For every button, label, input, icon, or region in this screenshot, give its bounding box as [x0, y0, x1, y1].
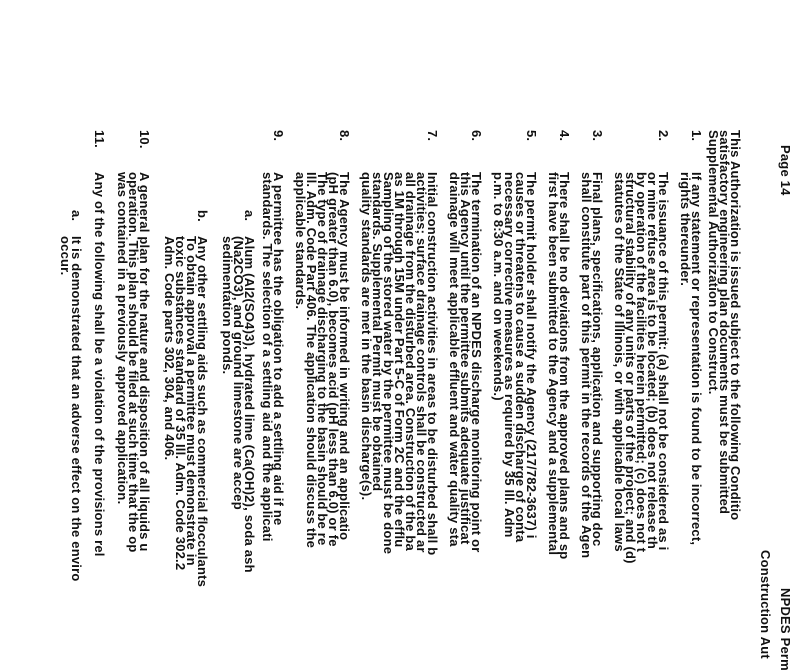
item-number: 2. [656, 130, 671, 142]
item-number: 4. [557, 130, 572, 142]
item-line: Final plans, specifications, application and supporting doc [590, 172, 605, 547]
item-number: 6. [469, 130, 484, 142]
subitem-line: Adm. Code parts 302, 304, and 406. [162, 236, 177, 461]
item-line: standards. The selection of a settling aid and the applicati [260, 172, 275, 542]
item-line: applicable standards. [293, 172, 308, 310]
intro-line: satisfactory engineering plan documents must be submitted [717, 130, 732, 515]
subitem-line: Any other settling aids such as commercial flocculants [195, 236, 210, 588]
item-line: (pH greater than 6.0), becomes acid (pH less than 6.0) or fe [326, 172, 341, 547]
subitem-line: It is demonstrated that an adverse effect on the enviro [69, 236, 84, 582]
item-line: operation. This plan should be filed at such time that the op [126, 172, 141, 553]
item-line: p.m. to 8:30 a.m. and on weekends.) [491, 172, 506, 401]
intro-line: Supplemental Authorization to Construct. [706, 130, 721, 395]
item-line: If any statement or representation is found to be incorrect, [689, 172, 704, 546]
permit-heading: NPDES Perm [778, 588, 793, 671]
item-number: 3. [590, 130, 605, 142]
item-line: necessary corrective measures as required by 35 Ill. Adm [502, 172, 517, 538]
item-line: as 1M through 15M under Part 5-C of Form 2C and the efflu [392, 172, 407, 548]
item-line: The termination of an NPDES discharge monitoring point or [469, 172, 484, 553]
item-line: by operation of the facilities herein permitted; (c) does not t [634, 172, 649, 553]
item-number: 9. [271, 130, 286, 142]
subitem-line: Alum (Al2(SO4)3), hydrated lime (Ca(OH)2), soda ash [242, 236, 257, 573]
item-number: 11. [92, 130, 107, 148]
item-line: There shall be no deviations from the approved plans and sp [557, 172, 572, 560]
item-line: The type of drainage discharging to the basin should be re [315, 172, 330, 546]
subitem-line: To obtain approval a permittee must demonstrate in [184, 236, 199, 566]
item-number: 7. [425, 130, 440, 142]
subitem-letter: a. [242, 210, 257, 222]
item-line: A general plan for the nature and disposition of all liquids u [137, 172, 152, 552]
item-line: all drainage from the disturbed area. Construction of the ba [403, 172, 418, 551]
item-line: quality standards are met in the basin discharge(s). [359, 172, 374, 501]
item-number: 1. [689, 130, 704, 142]
page-number: Page 14 [778, 145, 793, 196]
item-line: first have been submitted to the Agency and a supplemental [546, 172, 561, 556]
intro-line: This Authorization is issued subject to the following Conditio [728, 130, 743, 521]
item-line: Ill. Adm. Code Part 406. The application should discuss the [304, 172, 319, 549]
item-line: Any of the following shall be a violation of the provisions rel [92, 172, 107, 557]
authorization-subheading: Construction Aut [758, 550, 773, 659]
subitem-line: sedimentation ponds. [220, 236, 235, 375]
subitem-letter: b. [195, 210, 210, 222]
item-line: was contained in a previously approved application. [115, 172, 130, 505]
item-line: standards. Supplemental Permit must be obtained [370, 172, 385, 492]
subitem-line: toxic substances standard of 35 Ill. Adm. Code 302.2 [173, 236, 188, 571]
item-line: rights thereunder. [678, 172, 693, 287]
item-line: Initial construction activities in areas to be disturbed shall b [425, 172, 440, 556]
item-line: shall constitute part of this permit in the records of the Agen [579, 172, 594, 559]
item-line: statutes of the State of Illinois, or with applicable local laws [612, 172, 627, 552]
item-line: activities; surface drainage controls shall be constructed ar [414, 172, 429, 553]
item-line: The Agency must be informed in writing and an applicatio [337, 172, 352, 541]
item-line: The issuance of this permit: (a) shall not be considered as i [656, 172, 671, 551]
subitem-letter: a. [69, 210, 84, 222]
item-line: drainage will meet applicable effluent and water quality sta [447, 172, 462, 547]
subitem-line: occur. [58, 236, 73, 276]
item-line: The permit holder shall notify the Agency (217/782-3637) i [524, 172, 539, 539]
subitem-line: (Na2CO3), and ground limestone are accep [231, 236, 246, 510]
item-number: 8. [337, 130, 352, 142]
item-number: 10. [137, 130, 152, 149]
item-number: 5. [524, 130, 539, 142]
item-line: Sampling of the stored water by the permittee must be done [381, 172, 396, 555]
item-line: A permittee has the obligation to add a settling aid if ne [271, 172, 286, 526]
item-line: structural stability of any units or parts of the project; and (d) [623, 172, 638, 564]
item-line: causes or threatens to cause a sudden discharge of conta [513, 172, 528, 543]
item-line: or mine refuse area is to be located; (b) does not release th [645, 172, 660, 550]
item-line: this Agency until the permittee submits adequate justificat [458, 172, 473, 545]
